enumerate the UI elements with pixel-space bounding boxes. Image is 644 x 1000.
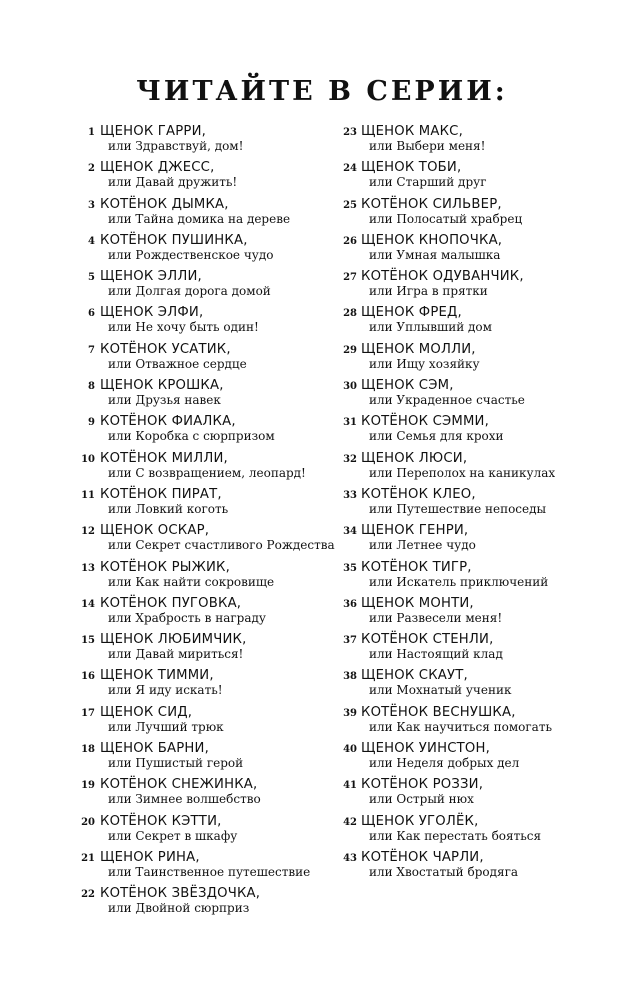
book-number: 37	[343, 635, 357, 647]
book-title: ЩЕНОК СЭМ,	[361, 378, 454, 394]
book-list-item	[343, 632, 613, 668]
book-subtitle: или Отважное сердце	[108, 356, 247, 371]
book-list-item	[82, 523, 352, 559]
book-number: 17	[81, 707, 95, 719]
book-subtitle: или Таинственное путешествие	[108, 864, 311, 879]
book-number: 6	[88, 308, 95, 320]
book-number: 28	[343, 308, 357, 320]
book-subtitle: или Друзья навек	[108, 393, 221, 408]
book-list-item	[82, 741, 352, 777]
book-title: ЩЕНОК УГОЛЁК,	[361, 813, 479, 829]
book-list-item	[82, 160, 352, 196]
book-title: ЩЕНОК УИНСТОН,	[361, 741, 490, 757]
book-subtitle: или Путешествие непоседы	[369, 501, 547, 516]
book-subtitle: или Пушистый герой	[108, 756, 244, 771]
book-subtitle: или Неделя добрых дел	[369, 756, 520, 771]
book-title: ЩЕНОК МОЛЛИ,	[361, 341, 476, 357]
book-number: 1	[88, 127, 95, 138]
book-number: 34	[343, 526, 357, 538]
book-list-item	[343, 378, 613, 414]
book-list-item	[343, 668, 613, 704]
book-subtitle: или Острый нюх	[369, 792, 474, 807]
book-number: 38	[343, 671, 357, 683]
book-title: ЩЕНОК ФРЕД,	[361, 305, 462, 321]
book-subtitle: или Давай дружить!	[108, 175, 238, 190]
book-list-item	[343, 777, 613, 813]
book-subtitle: или Ищу хозяйку	[369, 356, 480, 371]
book-list-item	[343, 451, 613, 487]
book-number: 16	[81, 671, 95, 683]
book-number: 29	[343, 344, 357, 356]
book-number: 33	[343, 489, 357, 501]
book-title: ЩЕНОК ГАРРИ,	[100, 124, 207, 139]
book-list-item	[343, 160, 613, 196]
book-subtitle: или Выбери меня!	[369, 139, 486, 153]
book-title: ЩЕНОК КНОПОЧКА,	[361, 232, 503, 248]
book-number: 21	[81, 852, 95, 864]
book-subtitle: или Уплывший дом	[369, 320, 492, 335]
book-list-item	[82, 197, 352, 233]
book-title: КОТЁНОК ПУГОВКА,	[100, 595, 242, 611]
book-title: КОТЁНОК ЗВЁЗДОЧКА,	[100, 886, 261, 902]
book-list-item	[82, 668, 352, 704]
book-number: 26	[343, 235, 357, 247]
book-number: 18	[81, 744, 95, 756]
book-number: 13	[81, 562, 95, 574]
book-title: КОТЁНОК ПИРАТ,	[100, 486, 222, 502]
book-subtitle: или С возвращением, леопард!	[108, 465, 306, 480]
book-title: ЩЕНОК ДЖЕСС,	[100, 160, 215, 176]
book-title: КОТЁНОК ФИАЛКА,	[100, 414, 236, 430]
book-number: 5	[88, 272, 95, 284]
book-subtitle: или Полосатый храбрец	[369, 211, 523, 226]
book-title: ЩЕНОК ЭЛЛИ,	[100, 269, 202, 285]
book-list-item	[343, 814, 613, 850]
book-title: КОТЁНОК КЭТТИ,	[100, 813, 222, 829]
book-title: ЩЕНОК СКАУТ,	[361, 668, 468, 684]
book-number: 31	[343, 417, 357, 429]
page-title: ЧИТАЙТЕ В СЕРИИ:	[136, 76, 508, 107]
book-title: КОТЁНОК МИЛЛИ,	[100, 450, 228, 466]
book-list-item	[343, 305, 613, 341]
book-list-item	[343, 596, 613, 632]
book-number: 10	[81, 453, 95, 465]
book-subtitle: или Секрет счастливого Рождества	[108, 538, 335, 553]
book-title: КОТЁНОК УСАТИК,	[100, 341, 231, 357]
book-list-item	[343, 197, 613, 233]
book-list-right	[343, 124, 613, 886]
book-number: 39	[343, 707, 357, 719]
book-number: 36	[343, 598, 357, 610]
book-subtitle: или Я иду искать!	[108, 683, 223, 698]
book-title: ЩЕНОК РИНА,	[100, 849, 200, 865]
book-list-item	[82, 305, 352, 341]
book-list-item	[82, 886, 352, 922]
book-title: ЩЕНОК ОСКАР,	[100, 523, 210, 539]
book-number: 41	[343, 780, 357, 792]
book-number: 32	[343, 453, 357, 465]
book-list-item	[82, 632, 352, 668]
book-list-item	[343, 414, 613, 450]
book-number: 22	[81, 889, 95, 901]
book-subtitle: или Лучший трюк	[108, 719, 224, 734]
book-subtitle: или Ловкий коготь	[108, 501, 229, 516]
book-title: КОТЁНОК КЛЕО,	[361, 486, 476, 502]
book-number: 23	[343, 127, 357, 138]
book-title: ЩЕНОК ЛЮСИ,	[361, 450, 468, 466]
book-title: КОТЁНОК ОДУВАНЧИК,	[361, 269, 524, 285]
book-list-item	[82, 596, 352, 632]
book-number: 19	[81, 780, 95, 792]
book-title: КОТЁНОК СНЕЖИНКА,	[100, 777, 258, 793]
book-subtitle: или Развесели меня!	[369, 610, 503, 625]
book-list-item	[343, 233, 613, 269]
book-list-item	[343, 850, 613, 886]
book-list-item	[82, 414, 352, 450]
book-list-item	[82, 560, 352, 596]
book-number: 14	[81, 598, 95, 610]
book-list-item	[82, 378, 352, 414]
book-title: КОТЁНОК СТЕНЛИ,	[361, 632, 494, 648]
book-number: 24	[343, 163, 357, 175]
book-subtitle: или Давай мириться!	[108, 647, 244, 662]
book-subtitle: или Хвостатый бродяга	[369, 864, 519, 879]
book-number: 11	[81, 489, 95, 501]
book-subtitle: или Тайна домика на дереве	[108, 211, 291, 226]
book-number: 9	[88, 417, 95, 429]
book-subtitle: или Двойной сюрприз	[108, 901, 250, 916]
book-subtitle: или Искатель приключений	[369, 574, 549, 589]
book-subtitle: или Переполох на каникулах	[369, 465, 556, 480]
book-title: ЩЕНОК ТИММИ,	[100, 668, 214, 684]
book-list-item	[82, 487, 352, 523]
book-number: 15	[81, 635, 95, 647]
book-list-item	[343, 560, 613, 596]
book-number: 27	[343, 272, 357, 284]
book-subtitle: или Секрет в шкафу	[108, 828, 238, 843]
book-subtitle: или Рождественское чудо	[108, 247, 274, 262]
book-subtitle: или Здравствуй, дом!	[108, 139, 244, 153]
book-list-item	[82, 850, 352, 886]
book-list-item	[343, 523, 613, 559]
book-number: 2	[88, 163, 95, 175]
book-list-item	[343, 269, 613, 305]
book-subtitle: или Долгая дорога домой	[108, 284, 271, 299]
book-number: 30	[343, 381, 357, 393]
book-subtitle: или Зимнее волшебство	[108, 792, 261, 807]
book-number: 7	[88, 344, 95, 356]
book-list-item	[82, 777, 352, 813]
book-title: ЩЕНОК СИД,	[100, 704, 193, 720]
book-title: ЩЕНОК МАКС,	[361, 124, 463, 139]
book-number: 8	[88, 381, 95, 393]
book-title: КОТЁНОК РОЗЗИ,	[361, 777, 484, 793]
book-subtitle: или Как научиться помогать	[369, 719, 553, 734]
book-subtitle: или Старший друг	[369, 175, 487, 190]
book-title: ЩЕНОК ГЕНРИ,	[361, 523, 469, 539]
book-list-item	[343, 741, 613, 777]
book-subtitle: или Украденное счастье	[369, 393, 525, 408]
book-subtitle: или Храбрость в награду	[108, 610, 266, 625]
book-subtitle: или Коробка с сюрпризом	[108, 429, 275, 444]
book-list-item	[82, 233, 352, 269]
book-number: 20	[81, 816, 95, 828]
book-list-item	[343, 342, 613, 378]
book-subtitle: или Игра в прятки	[369, 284, 488, 299]
book-title: ЩЕНОК КРОШКА,	[100, 378, 224, 394]
book-title: КОТЁНОК СИЛЬВЕР,	[361, 196, 502, 212]
book-title: ЩЕНОК МОНТИ,	[361, 595, 474, 611]
book-subtitle: или Умная малышка	[369, 247, 501, 262]
book-number: 43	[343, 852, 357, 864]
book-title: КОТЁНОК ВЕСНУШКА,	[361, 704, 516, 720]
book-list-item	[343, 124, 613, 160]
book-number: 40	[343, 744, 357, 756]
book-title: ЩЕНОК ТОБИ,	[361, 160, 462, 176]
book-list-item	[82, 124, 352, 160]
book-title: КОТЁНОК СЭММИ,	[361, 414, 490, 430]
book-subtitle: или Семья для крохи	[369, 429, 504, 444]
book-list-item	[343, 487, 613, 523]
book-list-item	[82, 705, 352, 741]
book-title: ЩЕНОК ЛЮБИМЧИК,	[100, 632, 247, 648]
book-title: КОТЁНОК ТИГР,	[361, 559, 472, 575]
book-number: 42	[343, 816, 357, 828]
book-number: 35	[343, 562, 357, 574]
book-title: КОТЁНОК ДЫМКА,	[100, 196, 229, 212]
book-subtitle: или Мохнатый ученик	[369, 683, 512, 698]
book-subtitle: или Как перестать бояться	[369, 828, 542, 843]
book-subtitle: или Летнее чудо	[369, 538, 476, 553]
book-title: КОТЁНОК РЫЖИК,	[100, 559, 230, 575]
book-subtitle: или Как найти сокровище	[108, 574, 275, 589]
book-number: 25	[343, 199, 357, 211]
book-title: ЩЕНОК БАРНИ,	[100, 741, 210, 757]
book-list-item	[343, 705, 613, 741]
book-list-item	[82, 342, 352, 378]
book-number: 4	[88, 235, 95, 247]
book-number: 12	[81, 526, 95, 538]
book-subtitle: или Настоящий клад	[369, 647, 503, 662]
book-list-item	[82, 814, 352, 850]
book-number: 3	[88, 199, 95, 211]
book-list-left	[82, 124, 352, 923]
book-title: КОТЁНОК ЧАРЛИ,	[361, 849, 484, 865]
book-list-item	[82, 451, 352, 487]
book-title: ЩЕНОК ЭЛФИ,	[100, 305, 204, 321]
book-title: КОТЁНОК ПУШИНКА,	[100, 232, 248, 248]
book-list-item	[82, 269, 352, 305]
book-subtitle: или Не хочу быть один!	[108, 320, 259, 335]
